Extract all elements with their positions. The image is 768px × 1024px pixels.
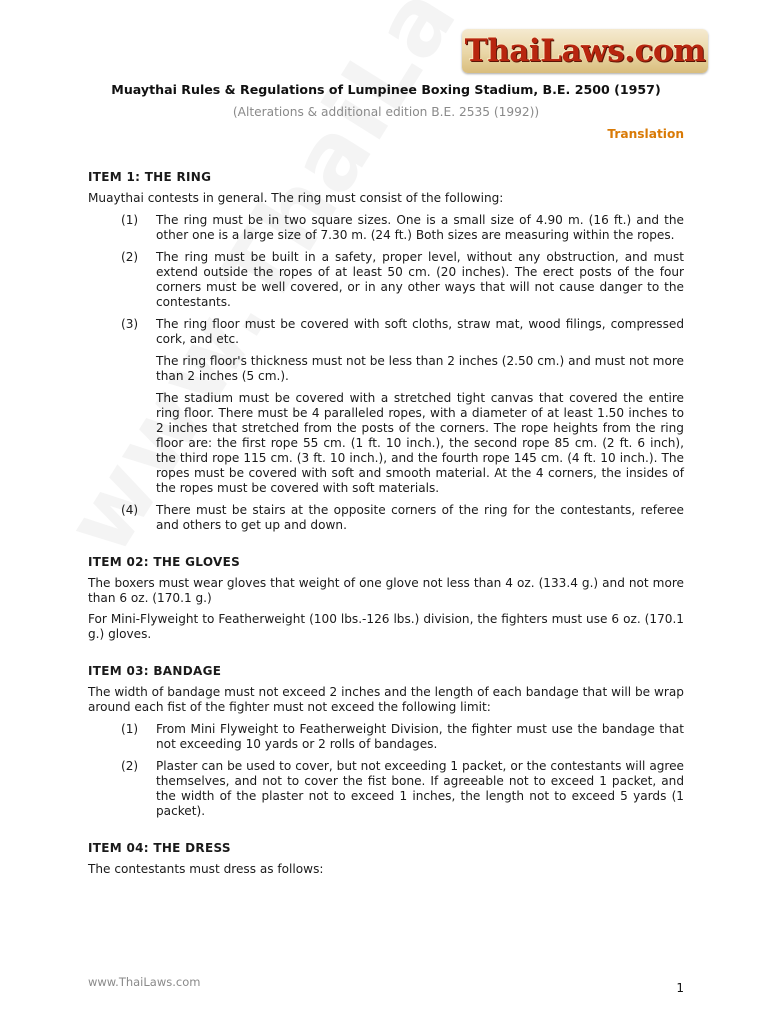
thailaws-logo [462, 29, 708, 73]
list-item [88, 250, 684, 310]
document-body [88, 170, 684, 877]
section-paragraph: Muaythai contests in general. The ring must consist of the following: [88, 191, 504, 205]
list-item [88, 759, 684, 819]
list-item-number: (1) [121, 722, 139, 736]
list-item-paragraph: From Mini Flyweight to Featherweight Division, the fighter must use the bandage that not exceeding 10 yards or 2 rolls of bandages. [156, 722, 684, 751]
section-paragraph: For Mini-Flyweight to Featherweight (100 lbs.-126 lbs.) division, the fighters must use 6 oz. (170.1 g.) gloves. [88, 612, 684, 641]
list-item-paragraph: The stadium must be covered with a stretched tight canvas that covered the entire ring floor. There must be 4 paralleled ropes, with a diameter of at least 1.50 inches to 2 inches that stretched from the posts of the corners. The rope heights from the ring floor are: the first rope 55 cm. (1 ft. 10 inch.), the second rope 85 cm. (2 ft. 6 inch), the third rope 115 cm. (3 ft. 10 inch.), and the fourth rope 145 cm. (4 ft. 10 inch.). The ropes must be covered with soft and smooth material. At the 4 corners, the insides of the ropes must be covered with soft materials. [156, 391, 684, 495]
list-item [88, 722, 684, 752]
list-item-paragraph: Plaster can be used to cover, but not exceeding 1 packet, or the contestants will agree themselves, and not to cover the fist bone. If agreeable not to exceed 1 packet, and the width of the plaster not to exceed 1 inches, the length not to exceed 5 yards (1 packet). [156, 759, 684, 818]
logo-text: ThaiLaws.com [464, 33, 706, 69]
section-heading: ITEM 04: THE DRESS [88, 841, 231, 855]
list-item-paragraph: There must be stairs at the opposite corners of the ring for the contestants, referee and others to get up and down. [156, 503, 684, 532]
list-item [88, 317, 684, 496]
section-heading: ITEM 1: THE RING [88, 170, 212, 184]
list-item-number: (3) [121, 317, 139, 331]
section [88, 664, 684, 819]
list-item-paragraph: The ring floor's thickness must not be less than 2 inches (2.50 cm.) and must not more than 2 inches (5 cm.). [156, 354, 684, 383]
document-subtitle: (Alterations & additional edition B.E. 2535 (1992)) [232, 105, 540, 119]
translation-label: Translation [607, 127, 684, 141]
section-paragraph: The boxers must wear gloves that weight of one glove not less than 4 oz. (133.4 g.) and not more than 6 oz. (170.1 g.) [88, 576, 684, 605]
section-heading: ITEM 03: BANDAGE [88, 664, 222, 678]
list-item-number: (1) [121, 213, 139, 227]
list-item-body [156, 503, 684, 533]
list-item-paragraph: The ring floor must be covered with soft cloths, straw mat, wood filings, compressed cork, and etc. [156, 317, 684, 346]
list-item-body [156, 722, 684, 752]
list-item-paragraph: The ring must be built in a safety, proper level, without any obstruction, and must extend outside the ropes of at least 50 cm. (20 inches). The erect posts of the four corners must be well covered, or in any other ways that will not cause danger to the contestants. [156, 250, 684, 309]
list-item [88, 213, 684, 243]
list-item-paragraph: The ring must be in two square sizes. One is a small size of 4.90 m. (16 ft.) and the other one is a large size of 7.30 m. (24 ft.) Both sizes are measuring within the ropes. [156, 213, 684, 242]
list-item-number: (2) [121, 250, 139, 264]
list-item-body [156, 317, 684, 496]
list-item [88, 503, 684, 533]
section-heading: ITEM 02: THE GLOVES [88, 555, 241, 569]
document-title: Muaythai Rules & Regulations of Lumpinee Boxing Stadium, B.E. 2500 (1957) [111, 82, 661, 97]
list-item-number: (2) [121, 759, 139, 773]
section [88, 555, 684, 642]
page-number: 1 [676, 981, 684, 995]
footer-url: www.ThaiLaws.com [88, 975, 201, 989]
list-item-body [156, 250, 684, 310]
section-paragraph: The contestants must dress as follows: [88, 862, 324, 876]
list-item-body [156, 759, 684, 819]
list-item-number: (4) [121, 503, 139, 517]
section [88, 170, 684, 533]
section-paragraph: The width of bandage must not exceed 2 inches and the length of each bandage that will be wrap around each fist of the fighter must not exceed the following limit: [88, 685, 684, 714]
list-item-body [156, 213, 684, 243]
section [88, 841, 684, 877]
